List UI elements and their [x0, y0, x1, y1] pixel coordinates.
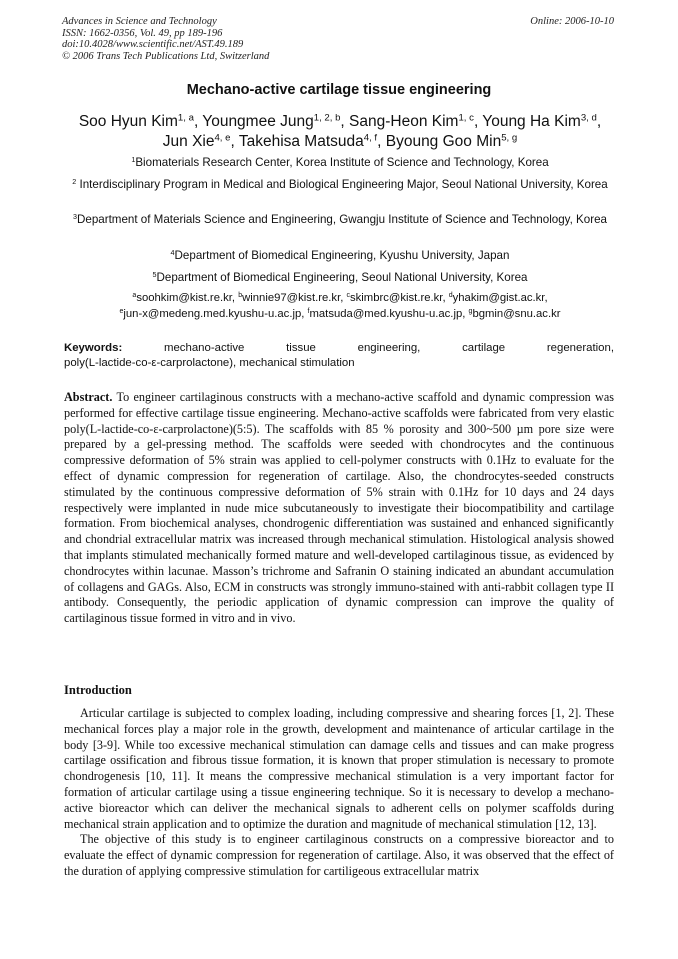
author: Jun Xie$^{4, e}$	[162, 132, 231, 150]
abstract-label: Abstract.	[64, 390, 113, 404]
copyright-line: © 2006 Trans Tech Publications Ltd, Switzerland	[62, 50, 270, 62]
journal-header	[62, 16, 614, 62]
keyword: engineering,	[357, 342, 421, 354]
introduction-body	[64, 706, 614, 880]
author: Sang-Heon Kim$^{1, c}$	[349, 112, 474, 130]
author-list: Soo Hyun Kim$^{1, a}$, Youngmee Jung$^{1, 2, b}$, Sang-Heon Kim$^{1, c}$, Young Ha Kim$^{3, d}$, Jun Xie$^{4, e}$, Takehisa Matsuda$^{4, f}$, Byoung Goo Min$^{5, g}$	[78, 112, 602, 150]
affiliation: $^4$Department of Biomedical Engineering, Kyushu University, Japan	[170, 248, 510, 262]
email-list: $^a$soohkim@kist.re.kr, $^b$winnie97@kist.re.kr, $^c$skimbrc@kist.re.kr, $^d$yhakim@gist.ac.kr, $^e$jun-x@medeng.med.kyushu-u.ac.jp, $^f$matsuda@med.kyushu-u.ac.jp, $^g$bgmin@snu.ac.kr	[119, 292, 561, 320]
author: Byoung Goo Min$^{5, g}$	[385, 132, 518, 150]
journal-name: Advances in Science and Technology	[62, 16, 217, 27]
affiliation: $^1$Biomaterials Research Center, Korea Institute of Science and Technology, Korea	[131, 155, 549, 169]
paper-title: Mechano-active cartilage tissue engineering	[186, 82, 492, 98]
issn-line: ISSN: 1662-0356, Vol. 49, pp 189-196	[62, 27, 223, 39]
affiliation: $^5$Department of Biomedical Engineering, Seoul National University, Korea	[152, 270, 528, 284]
keyword: mechano-active	[163, 342, 245, 354]
paragraph: The objective of this study is to engineer cartilaginous constructs on a compressive bioreactor and to evaluate the effect of dynamic compression for regeneration of cartilage. Also, it was observed that the effect of the duration of applying compressive stimulation for cartiligeous extracellular matrix	[64, 832, 614, 878]
keywords-line2: poly(L-lactide-co-ε-carprolactone), mechanical stimulation	[64, 356, 355, 369]
keyword: regeneration,	[546, 342, 614, 354]
author: Youngmee Jung$^{1, 2, b}$	[202, 112, 341, 130]
keyword: tissue	[286, 342, 316, 354]
doi-line[interactable]: doi:10.4028/www.scientific.net/AST.49.189	[62, 39, 244, 50]
author: Takehisa Matsuda$^{4, f}$	[238, 132, 378, 150]
author: Soo Hyun Kim$^{1, a}$	[78, 112, 194, 130]
keywords-label: Keywords:	[64, 342, 123, 354]
email[interactable]: $^c$skimbrc@kist.re.kr	[346, 292, 443, 304]
email[interactable]: $^b$winnie97@kist.re.kr	[238, 292, 341, 304]
affiliation: $^2$ Interdisciplinary Program in Medical and Biological Engineering Major, Seoul National University, Korea	[72, 177, 608, 191]
keywords	[64, 341, 614, 370]
email[interactable]: $^a$soohkim@kist.re.kr	[132, 292, 232, 304]
paragraph: Articular cartilage is subjected to complex loading, including compressive and shearing forces [1, 2]. These mechanical forces play a major role in the growth, development and maintenance of articular cartilage in the body [3-9]. While too excessive mechanical stimulation can damage cells and tissues and can make progress cartilage ossification and fibrous tissue formation, it is known that proper stimulation is necessary to promote chondrogenesis [10, 11]. It means the compressive mechanical stimulation is a very important factor for formation of articular cartilage using a tissue engineering technique. So it is necessary to develop a mechano-active bioreactor which can deliver the mechanical signals to adherent cells on polymer scaffolds during mechanical strain application and to optimize the duration and magnitude of mechanical stimulation [12, 13].	[64, 706, 614, 831]
online-date: Online: 2006-10-10	[530, 16, 614, 27]
email[interactable]: $^d$yhakim@gist.ac.kr	[448, 292, 545, 304]
author: Young Ha Kim$^{3, d}$	[482, 112, 597, 130]
introduction-heading: Introduction	[64, 683, 132, 697]
abstract	[64, 390, 614, 627]
affiliation: $^3$Department of Materials Science and Engineering, Gwangju Institute of Science and Technology, Korea	[73, 212, 607, 226]
email[interactable]: $^e$jun-x@medeng.med.kyushu-u.ac.jp	[119, 307, 302, 320]
keyword: cartilage	[462, 342, 506, 354]
email[interactable]: $^f$matsuda@med.kyushu-u.ac.jp	[307, 307, 463, 320]
abstract-text: To engineer cartilaginous constructs with a mechano-active scaffold and dynamic compression was performed for effective cartilage tissue engineering. Mechano-active scaffolds were fabricated from very elastic poly(L-lactide-co-ε-carprolactone)(5:5). The scaffolds with 85 % porosity and 300~500 µm pore size were prepared by a gel-pressing method. The scaffolds were seeded with chondrocytes and the continuous compressive deformation of 5% strain was applied to cell-polymer constructs with 0.1Hz to evaluate for the effect of dynamic compression for regeneration of cartilage. Also, the chondrocytes-seeded constructs stimulated by the continuous compressive deformation of 5% strain with 0.1Hz for 10 days and 24 days respectively were implanted in nude mice subcutaneously to investigate their biocompatibility and cartilage formation. From biochemical analyses, chondrogenic differentiation was sustained and enhanced significantly and chondrial extracellular matrix was increased through mechanical stimulation. Histological analysis showed that implants stimulated mechanically formed mature and well-developed cartilaginous tissue, as evidenced by chondrocytes within lacunae. Masson’s trichrome and Safranin O staining indicated an abundant accumulation of collagens and GAGs. Also, ECM in constructs was strongly immuno-stained with anti-rabbit collagen type II antibody. Consequently, the periodic application of dynamic compression can improve the quality of cartilaginous tissue formed in vitro and in vivo.	[64, 390, 614, 626]
email[interactable]: $^g$bgmin@snu.ac.kr	[468, 307, 561, 320]
